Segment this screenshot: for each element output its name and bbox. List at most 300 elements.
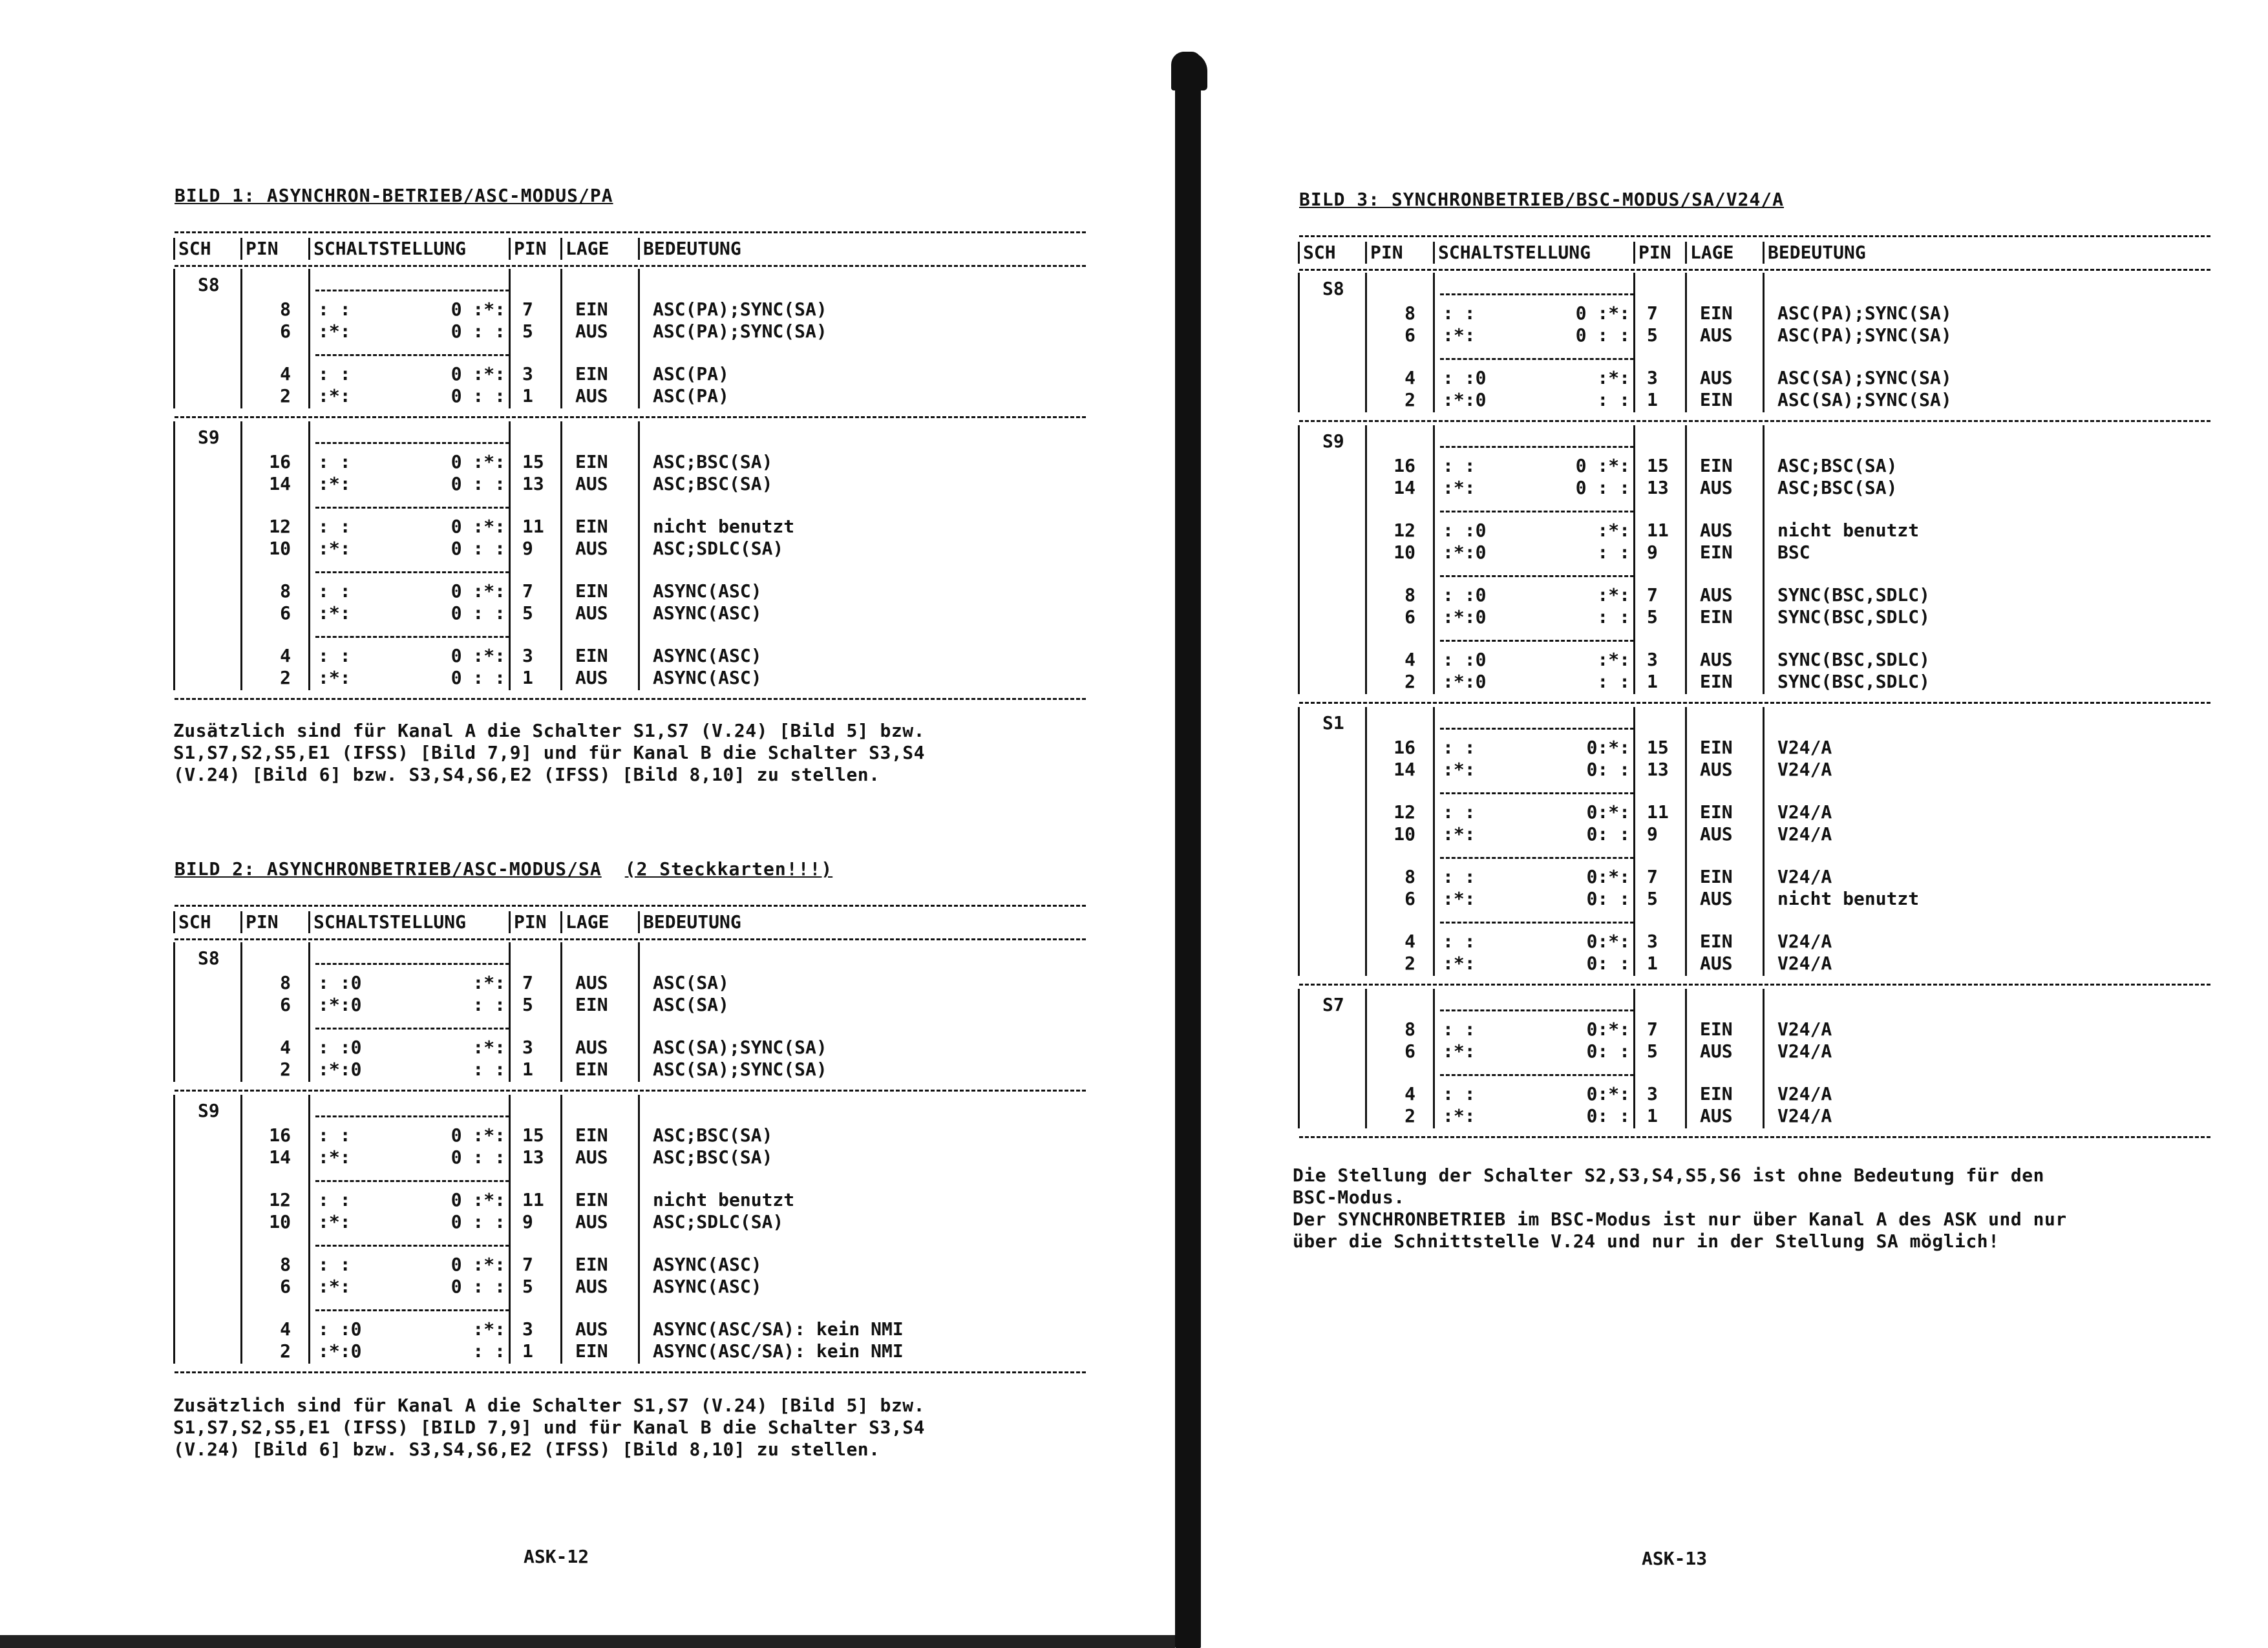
bild1-pin-a: 2 [280,385,291,407]
bild2-header-divider [638,911,640,933]
bild3-pin-a: 4 [1404,1083,1415,1104]
bild3-note: Die Stellung der Schalter S2,S3,S4,S5,S6 ist ohne Bedeutung für den BSC-Modus. Der SYNCHRONBETRIEB im BSC-Modus ist nur über Kanal A des ASK und nur über die Schnittstelle V.24 und nur in der Stellung SA möglich! [1293,1165,2067,1252]
bild3-switch-left: : :0 [1443,367,1487,388]
bild1-switch-left: :*: [318,385,351,407]
bild3-col-divider [1433,425,1435,694]
bild1-switch-left: : : [318,580,351,602]
right-page [1215,0,2268,1648]
bild2-pin-a: 8 [280,972,291,993]
bild2-title-text: BILD 2: ASYNCHRONBETRIEB/ASC-MODUS/SA [175,858,602,880]
bild1-switch-right: 0 :*: [450,363,505,385]
bild3-switch-right: : : [1597,671,1630,692]
bild3-bedeutung: V24/A [1777,1041,1832,1062]
bild2-pin-b: 7 [522,1254,533,1275]
bild3-switch-left: :*: [1443,324,1476,346]
bild3-header-2: SCHALTSTELLUNG [1438,242,1591,263]
bild3-pin-b: 3 [1647,367,1658,388]
bild2-bedeutung: ASC;BSC(SA) [653,1125,773,1146]
bild1-group-rule [175,416,1086,418]
bild2-switch-right: : : [472,994,505,1015]
bild2-lage: AUS [575,1211,608,1232]
bild3-header-1: PIN [1370,242,1403,263]
bild3-switch-right: :*: [1597,649,1630,670]
bild3-switch-rule [1440,922,1634,924]
bild2-header-divider [173,911,175,933]
bild3-switch-right: 0: : [1586,823,1630,845]
bild2-lage: AUS [575,1276,608,1297]
bild1-switch-right: 0 :*: [450,645,505,666]
bild1-lage: AUS [575,667,608,688]
bild3-switch-right: 0:*: [1586,931,1630,952]
bild1-switch-left: :*: [318,602,351,624]
bild3-switch-rule [1440,446,1634,448]
bild2-col-divider [638,1095,640,1364]
bild1-header-2: SCHALTSTELLUNG [313,238,467,259]
bild3-sch-s1: S1 [1322,712,1344,734]
bild2-switch-left: : : [318,1189,351,1210]
bild2-pin-b: 1 [522,1059,533,1080]
bild2-header-2: SCHALTSTELLUNG [313,911,467,933]
bild2-group-rule [175,1371,1086,1373]
bild1-lage: EIN [575,299,608,320]
bild3-lage: AUS [1700,823,1733,845]
bild1-switch-right: 0 :*: [450,580,505,602]
bild3-bedeutung: nicht benutzt [1777,520,1920,541]
bild3-pin-b: 11 [1647,801,1669,823]
bild3-col-divider [1298,425,1300,694]
bild3-switch-left: :*: [1443,888,1476,909]
bild2-header-divider [308,911,310,933]
bild1-bedeutung: ASYNC(ASC) [653,645,762,666]
bild2-pin-a: 2 [280,1059,291,1080]
bild3-col-divider [1365,707,1367,976]
bild2-pin-b: 5 [522,994,533,1015]
bild2-lage: EIN [575,1059,608,1080]
bild3-switch-right: : : [1597,389,1630,410]
bild1-pin-a: 4 [280,645,291,666]
bild2-header-3: PIN [514,911,547,933]
bild3-col-divider [1685,989,1687,1128]
page-number-right: ASK-13 [1642,1548,1708,1569]
bild2-switch-rule [315,963,509,965]
bild2-pin-b: 3 [522,1037,533,1058]
bild2-group-rule [175,1090,1086,1092]
bild3-pin-a: 8 [1404,302,1415,324]
bild1-note: Zusätzlich sind für Kanal A die Schalter S1,S7 (V.24) [Bild 5] bzw. S1,S7,S2,S5,E1 (IFSS) [Bild 7,9] und für Kanal B die Schalter S3,S4 (V.24) [Bild 6] bzw. S3,S4,S6,E2 (IFSS) [Bild 8,10] zu stellen. [173,720,925,785]
bild1-pin-a: 14 [269,473,291,494]
bild2-switch-left: : :0 [318,1037,362,1058]
bild3-switch-rule [1440,511,1634,512]
bild3-bedeutung: SYNC(BSC,SDLC) [1777,649,1931,670]
bild3-bedeutung: ASC;BSC(SA) [1777,455,1898,476]
bild1-top-rule [175,231,1086,233]
bild3-pin-a: 4 [1404,931,1415,952]
bild1-header-5: BEDEUTUNG [643,238,741,259]
bild1-switch-right: 0 : : [450,602,505,624]
bild3-lage: EIN [1700,455,1733,476]
bild1-switch-rule [315,354,509,356]
bild3-col-divider [1685,707,1687,976]
bild2-switch-left: :*:0 [318,994,362,1015]
bild3-bedeutung: V24/A [1777,1105,1832,1126]
bild2-pin-a: 2 [280,1340,291,1362]
bild1-pin-b: 11 [522,516,544,537]
bild3-switch-right: 0:*: [1586,866,1630,887]
bild1-switch-left: : : [318,299,351,320]
bild1-switch-left: : : [318,451,351,472]
bild1-lage: EIN [575,580,608,602]
bild2-top-rule [175,905,1086,907]
bild2-pin-b: 15 [522,1125,544,1146]
bild2-title-note: (2 Steckkarten!!!) [624,858,833,880]
bild1-pin-b: 3 [522,645,533,666]
bild3-lage: AUS [1700,477,1733,498]
bild3-header-divider [1685,242,1687,264]
bild3-bedeutung: V24/A [1777,1019,1832,1040]
bild3-bedeutung: ASC;BSC(SA) [1777,477,1898,498]
bild1-header-divider [638,238,640,260]
bild3-col-divider [1365,273,1367,412]
bild1-switch-right: 0 : : [450,667,505,688]
bild2-switch-right: 0 : : [450,1211,505,1232]
bild3-switch-left: : : [1443,801,1476,823]
bild3-group-rule [1299,1136,2210,1138]
bild2-lage: EIN [575,1125,608,1146]
bild3-pin-a: 6 [1404,888,1415,909]
bild2-bedeutung: ASYNC(ASC) [653,1254,762,1275]
bild1-switch-rule [315,442,509,444]
bild2-switch-rule [315,1028,509,1030]
bild3-col-divider [1365,989,1367,1128]
bild3-group-rule [1299,420,2210,422]
bild3-lage: AUS [1700,649,1733,670]
bild2-col-divider [173,942,175,1082]
bild2-col-divider [240,942,242,1082]
bild3-col-divider [1298,989,1300,1128]
bild3-pin-a: 2 [1404,953,1415,974]
bild3-switch-left: :*:0 [1443,606,1487,628]
bild1-switch-rule [315,290,509,291]
bild1-header-divider [308,238,310,260]
bild3-switch-left: :*:0 [1443,542,1487,563]
bild3-pin-a: 12 [1394,801,1415,823]
bild1-bedeutung: nicht benutzt [653,516,795,537]
bild3-col-divider [1763,273,1765,412]
bild3-bedeutung: V24/A [1777,759,1832,780]
bild3-col-divider [1298,707,1300,976]
bild3-header-5: BEDEUTUNG [1768,242,1866,263]
bild3-switch-left: : :0 [1443,649,1487,670]
bild3-pin-a: 4 [1404,367,1415,388]
bild2-header-5: BEDEUTUNG [643,911,741,933]
bild3-bedeutung: V24/A [1777,931,1832,952]
bild2-header-divider [560,911,562,933]
bild3-lage: EIN [1700,1019,1733,1040]
bild3-col-divider [1763,707,1765,976]
bild3-pin-b: 3 [1647,931,1658,952]
bild2-switch-rule [315,1245,509,1247]
bild2-switch-right: 0 : : [450,1146,505,1168]
bild1-col-divider [560,421,562,690]
bild3-switch-right: :*: [1597,520,1630,541]
bild1-header-divider [173,238,175,260]
bild3-header-divider [1365,242,1367,264]
bild3-switch-right: :*: [1597,367,1630,388]
bild3-bedeutung: SYNC(BSC,SDLC) [1777,671,1931,692]
bild1-col-divider [509,421,511,690]
bild3-pin-a: 2 [1404,671,1415,692]
bild3-header-divider [1633,242,1635,264]
bild2-pin-b: 11 [522,1189,544,1210]
bild1-switch-right: 0 :*: [450,299,505,320]
bild1-pin-b: 5 [522,321,533,342]
bild3-lage: AUS [1700,759,1733,780]
bild1-lage: AUS [575,538,608,559]
bild1-pin-a: 8 [280,580,291,602]
bild1-pin-b: 7 [522,580,533,602]
bild3-switch-left: :*:0 [1443,671,1487,692]
bild3-bedeutung: V24/A [1777,1083,1832,1104]
bild3-switch-right: : : [1597,606,1630,628]
book-binding-shadow [1175,52,1201,1648]
bild3-switch-right: 0 :*: [1575,302,1630,324]
bild2-header-divider [509,911,511,933]
bild3-header-divider [1298,242,1300,264]
bild1-title-text: BILD 1: ASYNCHRON-BETRIEB/ASC-MODUS/PA [175,185,613,206]
bild3-col-divider [1685,425,1687,694]
bild3-bedeutung: ASC(PA);SYNC(SA) [1777,302,1952,324]
bild2-lage: EIN [575,1340,608,1362]
bild3-lage: AUS [1700,520,1733,541]
bild2-bedeutung: ASYNC(ASC/SA): kein NMI [653,1340,904,1362]
page-bottom-edge [0,1635,1175,1648]
bild3-pin-b: 5 [1647,606,1658,628]
bild3-bedeutung: V24/A [1777,866,1832,887]
bild3-pin-b: 15 [1647,737,1669,758]
bild3-switch-left: :*:0 [1443,389,1487,410]
bild2-col-divider [173,1095,175,1364]
bild2-title [175,858,832,880]
bild3-switch-rule [1440,358,1634,360]
bild3-bedeutung: ASC(SA);SYNC(SA) [1777,389,1952,410]
bild1-lage: AUS [575,385,608,407]
bild3-lage: AUS [1700,324,1733,346]
bild3-pin-b: 1 [1647,389,1658,410]
bild1-switch-left: :*: [318,538,351,559]
bild2-bedeutung: ASC;BSC(SA) [653,1146,773,1168]
bild3-lage: EIN [1700,606,1733,628]
bild2-lage: AUS [575,972,608,993]
bild2-pin-a: 16 [269,1125,291,1146]
bild3-title-text: BILD 3: SYNCHRONBETRIEB/BSC-MODUS/SA/V24/A [1299,189,1785,210]
bild3-sch-s8: S8 [1322,278,1344,299]
bild1-lage: AUS [575,473,608,494]
bild3-switch-left: : :0 [1443,520,1487,541]
bild1-header-divider [560,238,562,260]
bild1-header-3: PIN [514,238,547,259]
bild2-switch-rule [315,1309,509,1311]
bild1-header-rule [175,265,1086,267]
bild1-header-4: LAGE [566,238,609,259]
bild3-lage: AUS [1700,584,1733,606]
bild1-lage: AUS [575,321,608,342]
bild2-switch-left: : :0 [318,1318,362,1340]
bild2-pin-b: 7 [522,972,533,993]
bild1-col-divider [308,269,310,408]
bild1-pin-a: 8 [280,299,291,320]
bild3-bedeutung: SYNC(BSC,SDLC) [1777,606,1931,628]
bild2-switch-left: :*: [318,1276,351,1297]
bild3-header-0: SCH [1303,242,1336,263]
bild2-pin-a: 10 [269,1211,291,1232]
bild3-header-divider [1433,242,1435,264]
bild3-switch-right: 0:*: [1586,1019,1630,1040]
bild3-switch-left: :*: [1443,477,1476,498]
bild3-switch-right: 0: : [1586,888,1630,909]
bild3-pin-b: 9 [1647,823,1658,845]
bild1-switch-right: 0 :*: [450,451,505,472]
bild3-pin-b: 13 [1647,477,1669,498]
bild2-header-1: PIN [246,911,279,933]
bild3-group-rule [1299,984,2210,986]
bild3-lage: EIN [1700,801,1733,823]
bild3-switch-left: :*: [1443,759,1476,780]
bild1-col-divider [308,421,310,690]
bild3-col-divider [1433,989,1435,1128]
bild2-col-divider [638,942,640,1082]
bild3-col-divider [1633,989,1635,1128]
bild2-col-divider [240,1095,242,1364]
bild3-col-divider [1685,273,1687,412]
bild3-lage: EIN [1700,542,1733,563]
bild3-switch-left: :*: [1443,1105,1476,1126]
bild2-sch-s9: S9 [198,1100,220,1121]
bild3-switch-left: :*: [1443,1041,1476,1062]
bild1-bedeutung: ASC(PA) [653,385,730,407]
bild3-switch-left: : :0 [1443,584,1487,606]
bild3-header-rule [1299,269,2210,271]
bild3-pin-b: 1 [1647,1105,1658,1126]
bild2-switch-left: :*: [318,1211,351,1232]
bild1-switch-rule [315,571,509,573]
bild3-bedeutung: SYNC(BSC,SDLC) [1777,584,1931,606]
bild2-switch-right: :*: [472,1037,505,1058]
bild3-bedeutung: BSC [1777,542,1810,563]
bild1-switch-rule [315,507,509,509]
bild2-pin-a: 6 [280,1276,291,1297]
bild1-lage: EIN [575,516,608,537]
bild2-switch-rule [315,1115,509,1117]
bild1-pin-b: 7 [522,299,533,320]
bild3-pin-b: 7 [1647,1019,1658,1040]
bild1-pin-b: 15 [522,451,544,472]
bild3-switch-right: : : [1597,542,1630,563]
bild1-pin-a: 2 [280,667,291,688]
bild3-pin-b: 1 [1647,671,1658,692]
bild2-lage: AUS [575,1318,608,1340]
bild3-lage: EIN [1700,671,1733,692]
bild1-pin-a: 4 [280,363,291,385]
bild3-switch-rule [1440,640,1634,642]
bild3-pin-b: 7 [1647,302,1658,324]
bild3-top-rule [1299,235,2210,237]
bild3-bedeutung: V24/A [1777,953,1832,974]
bild3-lage: AUS [1700,953,1733,974]
bild2-switch-rule [315,1180,509,1182]
bild3-col-divider [1433,707,1435,976]
bild2-col-divider [308,942,310,1082]
bild2-switch-right: : : [472,1340,505,1362]
bild1-col-divider [173,421,175,690]
bild3-switch-rule [1440,575,1634,577]
bild3-switch-left: : : [1443,455,1476,476]
bild1-bedeutung: ASC(PA);SYNC(SA) [653,321,827,342]
bild3-switch-rule [1440,1009,1634,1011]
bild3-pin-a: 6 [1404,324,1415,346]
bild1-pin-a: 6 [280,602,291,624]
bild2-pin-b: 13 [522,1146,544,1168]
bild1-switch-right: 0 : : [450,321,505,342]
bild3-switch-right: 0: : [1586,953,1630,974]
bild2-pin-a: 4 [280,1318,291,1340]
bild3-pin-a: 14 [1394,477,1415,498]
bild1-switch-right: 0 : : [450,538,505,559]
bild2-switch-left: : : [318,1254,351,1275]
bild3-switch-rule [1440,1074,1634,1076]
bild2-switch-left: :*:0 [318,1340,362,1362]
bild1-pin-b: 9 [522,538,533,559]
bild2-header-4: LAGE [566,911,609,933]
bild3-lage: EIN [1700,1083,1733,1104]
bild1-title [175,185,613,206]
bild3-lage: AUS [1700,888,1733,909]
bild2-header-divider [240,911,242,933]
bild3-bedeutung: V24/A [1777,823,1832,845]
bild2-bedeutung: ASYNC(ASC) [653,1276,762,1297]
bild3-sch-s9: S9 [1322,430,1344,452]
bild1-pin-b: 13 [522,473,544,494]
bild1-switch-left: :*: [318,667,351,688]
bild2-switch-left: :*: [318,1146,351,1168]
bild3-col-divider [1633,707,1635,976]
bild1-header-divider [240,238,242,260]
bild3-switch-rule [1440,792,1634,794]
bild3-lage: EIN [1700,302,1733,324]
bild2-switch-right: 0 :*: [450,1254,505,1275]
bild3-switch-right: 0:*: [1586,1083,1630,1104]
bild2-col-divider [509,942,511,1082]
bild3-pin-b: 3 [1647,649,1658,670]
bild3-title [1299,189,1784,210]
bild3-switch-left: :*: [1443,823,1476,845]
bild3-pin-b: 7 [1647,584,1658,606]
bild2-col-divider [560,942,562,1082]
bild1-col-divider [240,421,242,690]
bild3-pin-a: 2 [1404,389,1415,410]
bild1-header-1: PIN [246,238,279,259]
bild2-pin-b: 9 [522,1211,533,1232]
bild3-pin-b: 11 [1647,520,1669,541]
bild3-pin-a: 8 [1404,1019,1415,1040]
bild3-pin-b: 3 [1647,1083,1658,1104]
bild3-pin-a: 6 [1404,606,1415,628]
bild3-pin-b: 5 [1647,1041,1658,1062]
bild2-pin-a: 14 [269,1146,291,1168]
bild1-pin-b: 1 [522,385,533,407]
bild1-switch-left: :*: [318,321,351,342]
bild3-switch-rule [1440,293,1634,295]
bild3-pin-a: 12 [1394,520,1415,541]
